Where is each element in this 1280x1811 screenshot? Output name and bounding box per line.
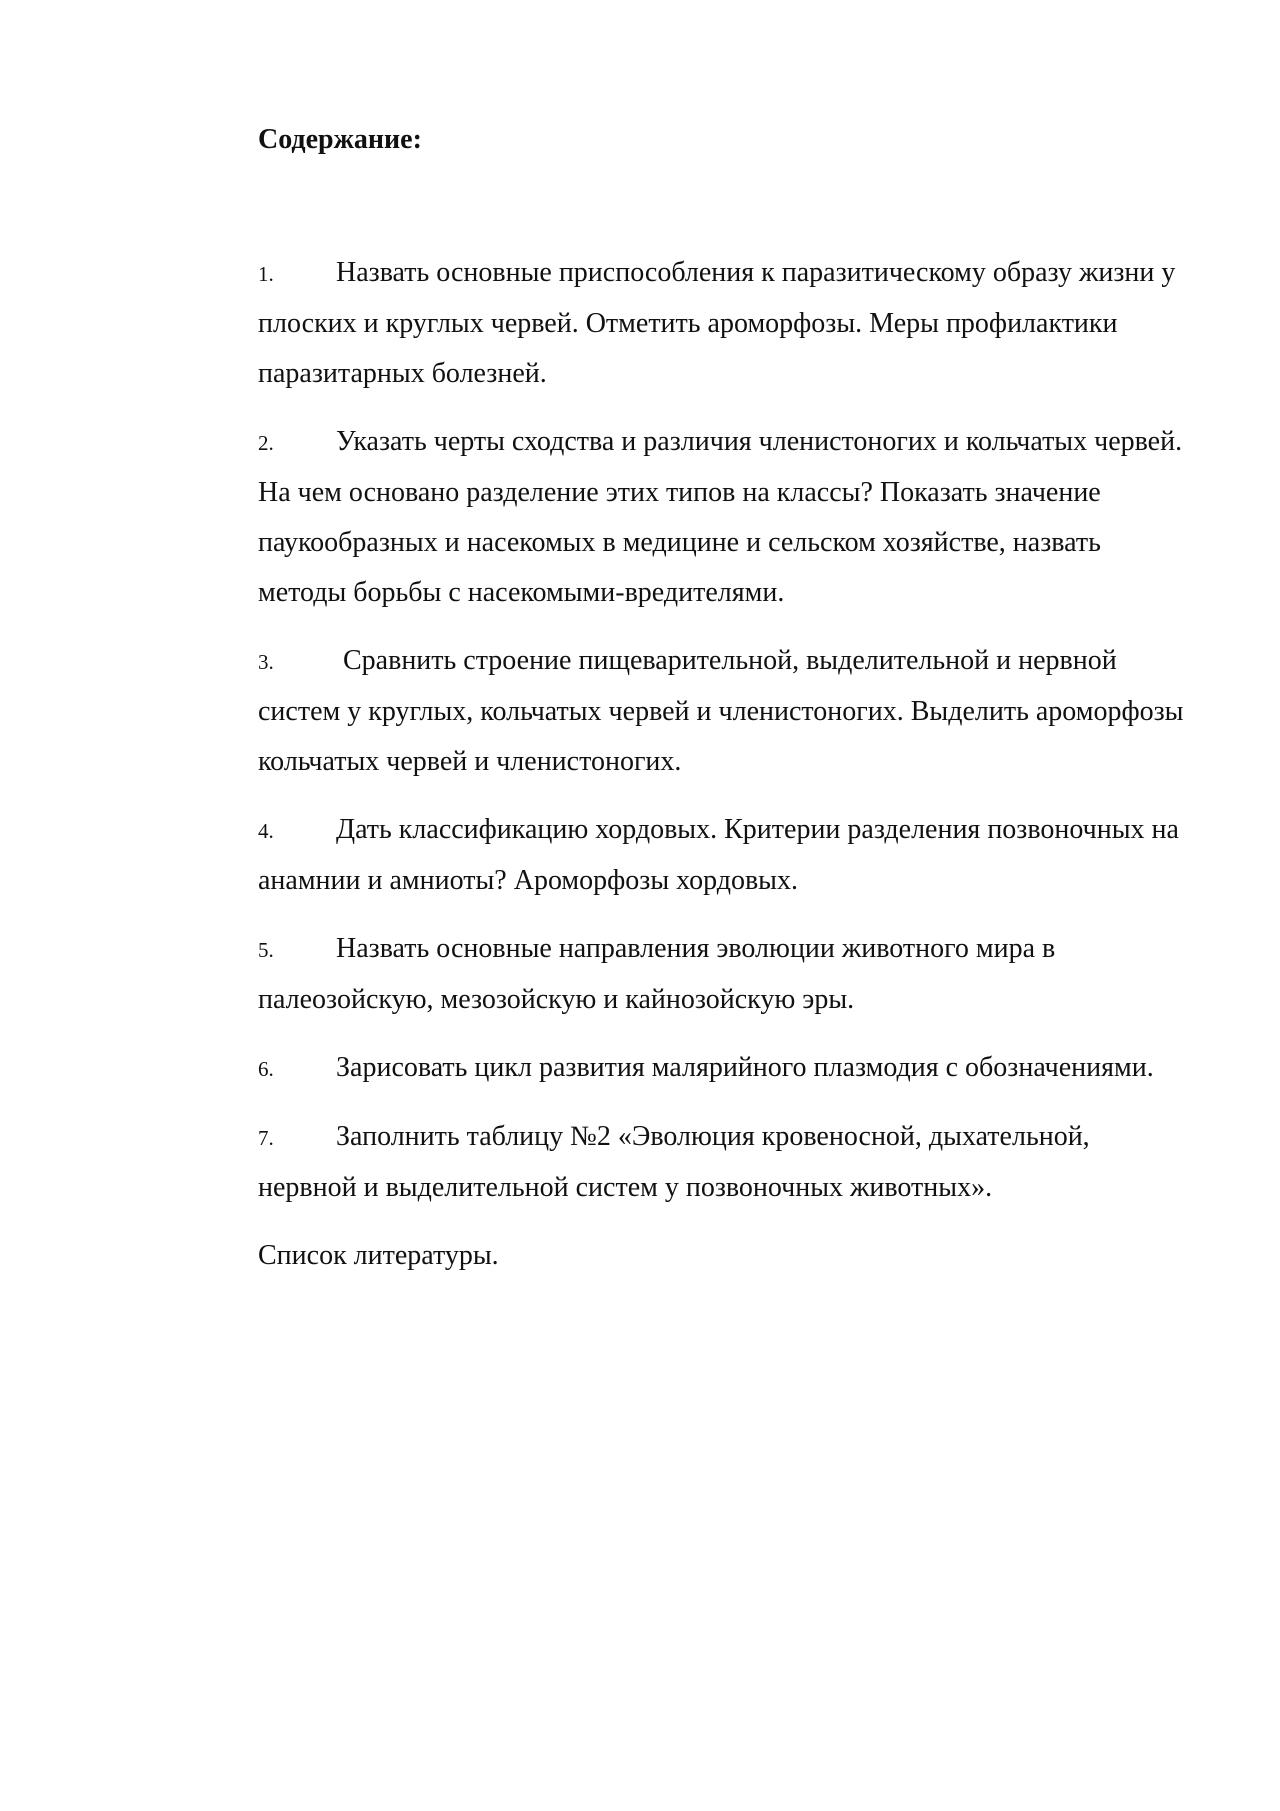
- list-item: [258, 805, 1188, 906]
- list-item: [258, 417, 1188, 618]
- list-item: [258, 1043, 1188, 1094]
- list-item: [258, 248, 1188, 399]
- list-item: [258, 636, 1188, 787]
- item-number: 2.: [258, 431, 274, 455]
- item-number: 1.: [258, 262, 274, 286]
- item-text: Дать классификацию хордовых. Критерии разделения позвоночных на анамнии и амниоты? Ароморфозы хордовых.: [258, 814, 1179, 896]
- item-text: Назвать основные направления эволюции животного мира в палеозойскую, мезозойскую и кайнозойскую эры.: [258, 933, 1056, 1015]
- contents-list: [258, 248, 1188, 1213]
- item-number: 3.: [258, 650, 274, 674]
- item-number: 4.: [258, 819, 274, 843]
- item-text: Назвать основные приспособления к паразитическому образу жизни у плоских и круглых червей. Отметить ароморфозы. Меры профилактики паразитарных болезней.: [258, 257, 1176, 389]
- item-number: 5.: [258, 938, 274, 962]
- item-number: 7.: [258, 1126, 274, 1150]
- item-text: Указать черты сходства и различия членистоногих и кольчатых червей. На чем основано разделение этих типов на классы? Показать значение паукообразных и насекомых в медицине и сельском хозяйстве, назвать методы борьбы с насекомыми-вредителями.: [258, 426, 1183, 608]
- list-item: [258, 1112, 1188, 1213]
- item-text: Заполнить таблицу №2 «Эволюция кровеносной, дыхательной, нервной и выделительной систем у позвоночных животных».: [258, 1121, 1090, 1203]
- item-number: 6.: [258, 1057, 274, 1081]
- document-content: [258, 118, 1188, 1281]
- literature-heading: Список литературы.: [258, 1240, 499, 1271]
- page-title: Содержание:: [258, 124, 422, 155]
- list-item: [258, 924, 1188, 1025]
- item-text: Зарисовать цикл развития малярийного плазмодия с обозначениями.: [336, 1052, 1154, 1083]
- item-text: Сравнить строение пищеварительной, выделительной и нервной систем у круглых, кольчатых червей и членистоногих. Выделить ароморфозы кольчатых червей и членистоногих.: [258, 645, 1184, 777]
